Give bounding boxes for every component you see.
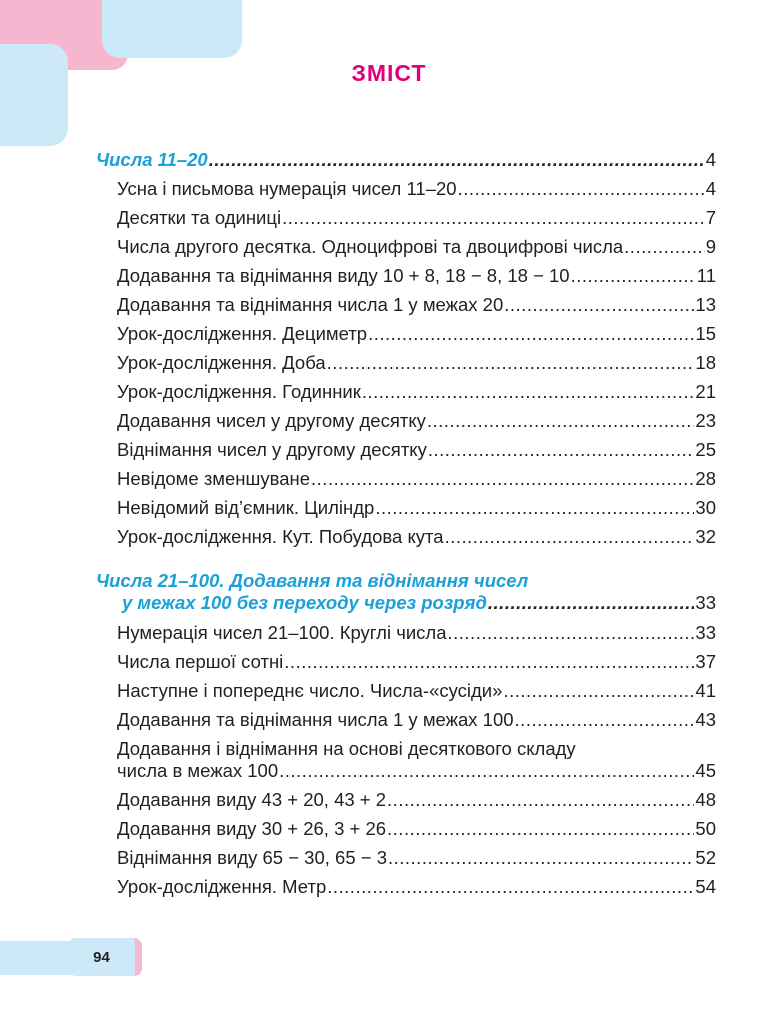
toc-item-title: Додавання чисел у другому десятку (117, 410, 426, 431)
leader-dots (284, 651, 694, 673)
page-ref: 54 (695, 876, 716, 897)
toc-item-title: Віднімання виду 65 − 30, 65 − 3 (117, 847, 387, 868)
leader-dots (458, 178, 705, 200)
page-ref: 7 (705, 207, 716, 228)
toc-item[interactable] (117, 178, 716, 200)
page-ref: 18 (695, 352, 716, 373)
leader-dots (311, 468, 694, 490)
toc-item[interactable] (117, 468, 716, 490)
toc-item[interactable] (117, 207, 716, 229)
toc-item-title: Числа першої сотні (117, 651, 284, 672)
toc-section-1[interactable] (96, 149, 716, 171)
page-ref: 23 (695, 410, 716, 431)
toc-item-title: числа в межах 100 (117, 760, 279, 781)
toc-item-title: Додавання та віднімання числа 1 у межах 100 (117, 709, 514, 730)
leader-dots (624, 236, 705, 258)
toc-item-title: Нумерація чисел 21–100. Круглі числа (117, 622, 447, 643)
page-ref: 25 (695, 439, 716, 460)
toc-item-title: Наступне і попереднє число. Числа-«сусіди» (117, 680, 503, 701)
toc-item-title: Невідоме зменшуване (117, 468, 311, 489)
toc-item-title: Віднімання чисел у другому десятку (117, 439, 427, 460)
page-ref: 45 (695, 760, 716, 781)
toc-item[interactable] (117, 294, 716, 316)
toc-item[interactable] (117, 760, 716, 782)
leader-dots (209, 149, 705, 171)
page-ref: 4 (705, 178, 716, 199)
toc-item[interactable] (117, 352, 716, 374)
section-title-line1: Числа 21–100. Додавання та віднімання чисел (96, 570, 529, 591)
toc-item-title: Урок-дослідження. Метр (117, 876, 327, 897)
page-ref: 48 (695, 789, 716, 810)
toc-item-title: Урок-дослідження. Доба (117, 352, 326, 373)
toc-item[interactable] (117, 789, 716, 811)
page-ref: 43 (695, 709, 716, 730)
toc-item[interactable] (117, 680, 716, 702)
toc-item[interactable] (117, 497, 716, 519)
toc-item[interactable] (117, 847, 716, 869)
toc-item[interactable] (117, 265, 716, 287)
leader-dots (488, 592, 695, 614)
leader-dots (375, 497, 694, 519)
leader-dots (362, 381, 695, 403)
page-ref: 28 (695, 468, 716, 489)
leader-dots (448, 622, 695, 644)
section-title: Числа 11–20 (96, 149, 208, 170)
page-ref: 33 (695, 592, 716, 613)
page-ref: 9 (705, 236, 716, 257)
toc-item[interactable] (117, 709, 716, 731)
toc-section-2[interactable] (122, 592, 716, 614)
leader-dots (427, 410, 695, 432)
page-ref: 13 (695, 294, 716, 315)
toc-item-title: Урок-дослідження. Дециметр (117, 323, 368, 344)
toc-item-title: Числа другого десятка. Одноцифрові та двоцифрові числа (117, 236, 624, 257)
leader-dots (327, 352, 695, 374)
toc-item-title: Додавання виду 30 + 26, 3 + 26 (117, 818, 387, 839)
toc-item[interactable] (117, 236, 716, 258)
leader-dots (515, 709, 695, 731)
toc-item[interactable] (117, 651, 716, 673)
leader-dots (327, 876, 694, 898)
toc-item-title: Урок-дослідження. Кут. Побудова кута (117, 526, 444, 547)
page-ref: 41 (695, 680, 716, 701)
leader-dots (387, 818, 694, 840)
page-title: ЗМІСТ (351, 60, 427, 86)
toc-item[interactable] (117, 323, 716, 345)
page-ref: 4 (705, 149, 716, 170)
page-ref: 50 (695, 818, 716, 839)
page-ref: 21 (695, 381, 716, 402)
leader-dots (571, 265, 696, 287)
leader-dots (503, 680, 694, 702)
leader-dots (282, 207, 705, 229)
page-ref: 52 (695, 847, 716, 868)
toc-item-title-line1: Додавання і віднімання на основі десяткового складу (117, 738, 576, 759)
page-ref: 30 (695, 497, 716, 518)
page-ref: 37 (695, 651, 716, 672)
toc-item-title: Усна і письмова нумерація чисел 11–20 (117, 178, 457, 199)
toc-item[interactable] (117, 622, 716, 644)
leader-dots (428, 439, 695, 461)
toc-item-title: Додавання виду 43 + 20, 43 + 2 (117, 789, 387, 810)
toc-item[interactable] (117, 876, 716, 898)
leader-dots (388, 847, 694, 869)
toc-item-title: Додавання та віднімання виду 10 + 8, 18 − 8, 18 − 10 (117, 265, 570, 286)
leader-dots (387, 789, 694, 811)
toc-item-title: Додавання та віднімання числа 1 у межах 20 (117, 294, 504, 315)
section-title: у межах 100 без переходу через розряд (122, 592, 487, 613)
toc-item[interactable] (117, 526, 716, 548)
page-ref: 15 (695, 323, 716, 344)
toc-item[interactable] (117, 381, 716, 403)
decor-blue-block-top (102, 0, 242, 58)
toc-item[interactable] (117, 439, 716, 461)
leader-dots (279, 760, 694, 782)
toc-item-title: Десятки та одиниці (117, 207, 282, 228)
page-ref: 32 (695, 526, 716, 547)
leader-dots (368, 323, 694, 345)
toc-item[interactable] (117, 818, 716, 840)
page-number: 94 (68, 938, 142, 976)
toc-item-title: Урок-дослідження. Годинник (117, 381, 361, 402)
toc-item[interactable] (117, 410, 716, 432)
toc-item-title: Невідомий від’ємник. Циліндр (117, 497, 375, 518)
leader-dots (504, 294, 694, 316)
leader-dots (445, 526, 695, 548)
page-ref: 11 (696, 265, 716, 286)
page-ref: 33 (695, 622, 716, 643)
